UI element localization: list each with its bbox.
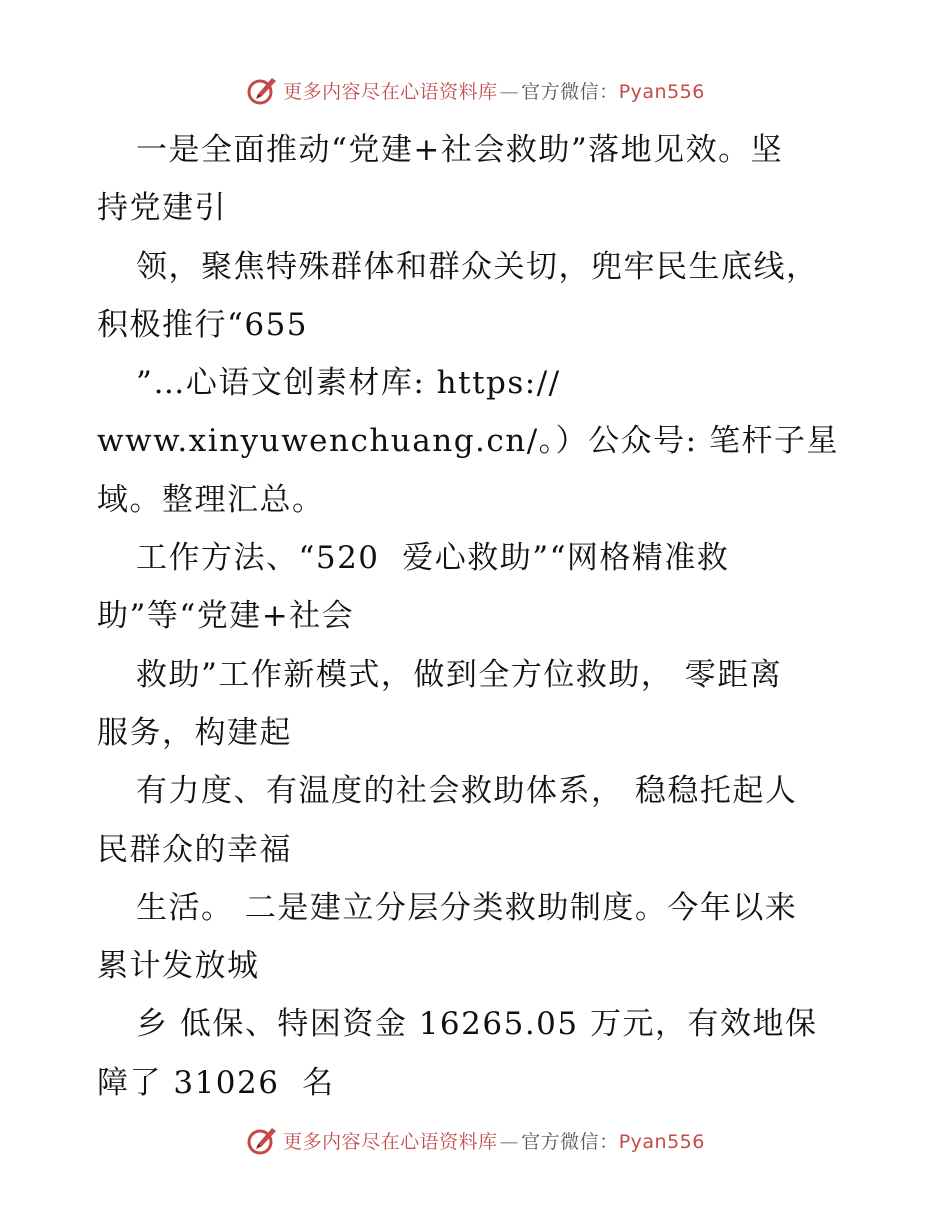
footer-wechat-id: Pyan556 (618, 1130, 705, 1153)
body-line: 助”等“党建+社会 (97, 598, 355, 635)
footer-banner-text (283, 1127, 705, 1154)
footer-banner-content (245, 1123, 705, 1157)
header-wechat-label: 官方微信： (521, 80, 619, 103)
header-slogan: 更多内容尽在心语资料库 (283, 80, 498, 103)
body-line: 累计发放城 (97, 948, 260, 985)
footer-banner (0, 1120, 950, 1160)
body-line: 救助”工作新模式，做到全方位救助， 零距离 (136, 656, 783, 693)
quill-pen-logo-icon (245, 1123, 279, 1157)
body-line: 障了 31026 名 (97, 1064, 335, 1101)
header-separator: — (499, 80, 520, 103)
body-line: 领，聚焦特殊群体和群众关切，兜牢民生底线， (136, 248, 819, 285)
header-banner (0, 70, 950, 110)
quill-pen-logo-icon (245, 73, 279, 107)
header-banner-text (283, 77, 705, 104)
footer-slogan: 更多内容尽在心语资料库 (283, 1130, 498, 1153)
body-line: 工作方法、“520 爱心救助”“网格精准救 (136, 540, 730, 577)
body-line: 一是全面推动“党建+社会救助”落地见效。坚 (136, 132, 784, 168)
header-banner-content (245, 73, 705, 107)
body-line: 生活。 二是建立分层分类救助制度。今年以来 (136, 889, 798, 926)
body-line: 有力度、有温度的社会救助体系， 稳稳托起人 (136, 773, 798, 810)
body-line: 积极推行“655 (97, 306, 309, 343)
body-line: www.xinyuwenchuang.cn/。）公众号: 笔杆子星 (97, 423, 839, 460)
body-line: 民群众的幸福 (97, 831, 292, 868)
body-line: 乡 低保、特困资金 16265.05 万元，有效地保 (136, 1006, 818, 1043)
footer-wechat-label: 官方微信： (521, 1130, 619, 1153)
body-line: 持党建引 (97, 190, 227, 227)
footer-separator: — (499, 1130, 520, 1153)
document-body (97, 121, 837, 1112)
body-line: 域。整理汇总。 (97, 481, 325, 518)
header-wechat-id: Pyan556 (618, 80, 705, 103)
body-line: ”…心语文创素材库: https:// (136, 365, 561, 402)
body-line: 服务，构建起 (97, 714, 292, 751)
